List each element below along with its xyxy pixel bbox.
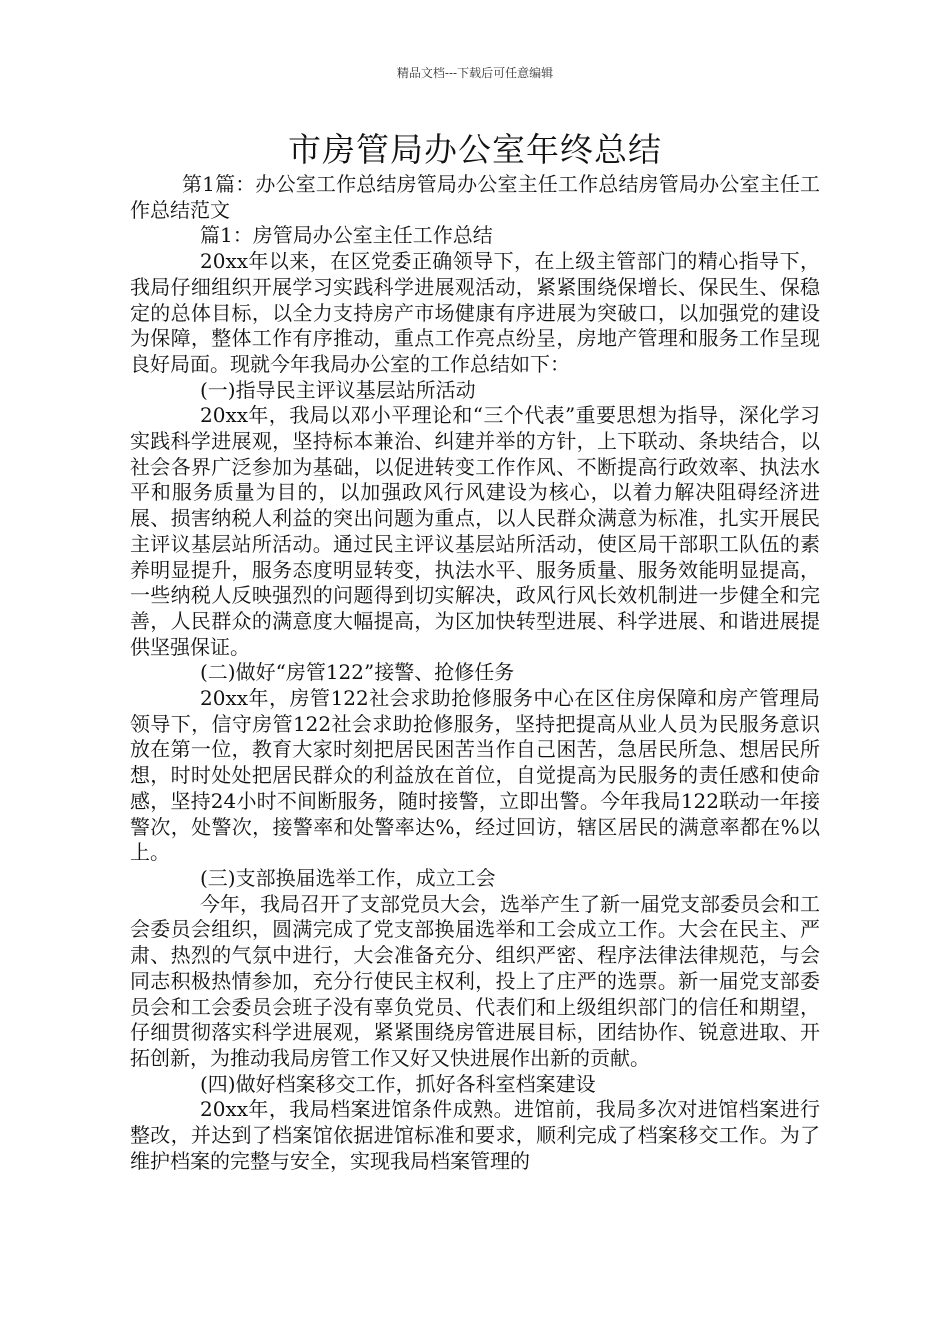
section-heading: (一)指导民主评议基层站所活动 [200,377,476,402]
paragraph: 20xx年，我局档案进馆条件成熟。进馆前，我局多次对进馆档案进行整改，并达到了档案馆依据进馆标准和要求，顺利完成了档案移交工作。为了维护档案的完整与安全，实现我局档案管理的 [130,1097,820,1173]
document-title: 市房管局办公室年终总结 [288,130,662,169]
section-heading: (四)做好档案移交工作，抓好各科室档案建设 [200,1071,596,1096]
paragraph: 今年，我局召开了支部党员大会，选举产生了新一届党支部委员会和工会委员会组织，圆满完成了党支部换届选举和工会成立工作。大会在民主、严肃、热烈的气氛中进行，大会准备充分、组织严密、程序法律法律规范，与会同志积极热情参加，充分行使民主权利，投上了庄严的选票。新一届党支部委员会和工会委员会班子没有辜负党员、代表们和上级组织部门的信任和期望，仔细贯彻落实科学进展观，紧紧围绕房管进展目标，团结协作、锐意进取、开拓创新，为推动我局房管工作又好又快进展作出新的贡献。 [130,891,820,1070]
paragraph: 20xx年，房管122社会求助抢修服务中心在区住房保障和房产管理局领导下，信守房管122社会求助抢修服务，坚持把提高从业人员为民服务意识放在第一位，教育大家时刻把居民困苦当作自己困苦，急居民所急、想居民所想，时时处处把居民群众的利益放在首位，自觉提高为民服务的责任感和使命感，坚持24小时不间断服务，随时接警，立即出警。今年我局122联动一年接警次，处警次，接警率和处警率达%，经过回访，辖区居民的满意率都在%以上。 [130,686,820,865]
paragraph: 20xx年以来，在区党委正确领导下，在上级主管部门的精心指导下，我局仔细组织开展学习实践科学进展观活动，紧紧围绕保增长、保民生、保稳定的总体目标，以全力支持房产市场健康有序进展为突破口，以加强党的建设为保障，整体工作有序推动，重点工作亮点纷呈，房地产管理和服务工作呈现良好局面。现就今年我局办公室的工作总结如下： [130,249,820,376]
header-note: 精品文档---下载后可任意编辑 [396,66,554,80]
section-heading: (三)支部换届选举工作，成立工会 [200,865,496,890]
document-body [130,172,820,1174]
paragraph: 第1篇：办公室工作总结房管局办公室主任工作总结房管局办公室主任工作总结范文 [130,172,820,222]
section-heading: (二)做好“房管122”接警、抢修任务 [200,660,515,685]
paragraph: 20xx年，我局以邓小平理论和“三个代表”重要思想为指导，深化学习实践科学进展观，坚持标本兼治、纠建并举的方针，上下联动、条块结合，以社会各界广泛参加为基础，以促进转变工作作风、不断提高行政效率、执法水平和服务质量为目的，以加强政风行风建设为核心，以着力解决阻碍经济进展、损害纳税人利益的突出问题为重点，以人民群众满意为标准，扎实开展民主评议基层站所活动。通过民主评议基层站所活动，使区局干部职工队伍的素养明显提升，服务态度明显转变，执法水平、服务质量、服务效能明显提高，一些纳税人反映强烈的问题得到切实解决，政风行风长效机制进一步健全和完善，人民群众的满意度大幅提高，为区加快转型进展、科学进展、和谐进展提供坚强保证。 [130,403,820,659]
paragraph: 篇1：房管局办公室主任工作总结 [200,223,493,248]
